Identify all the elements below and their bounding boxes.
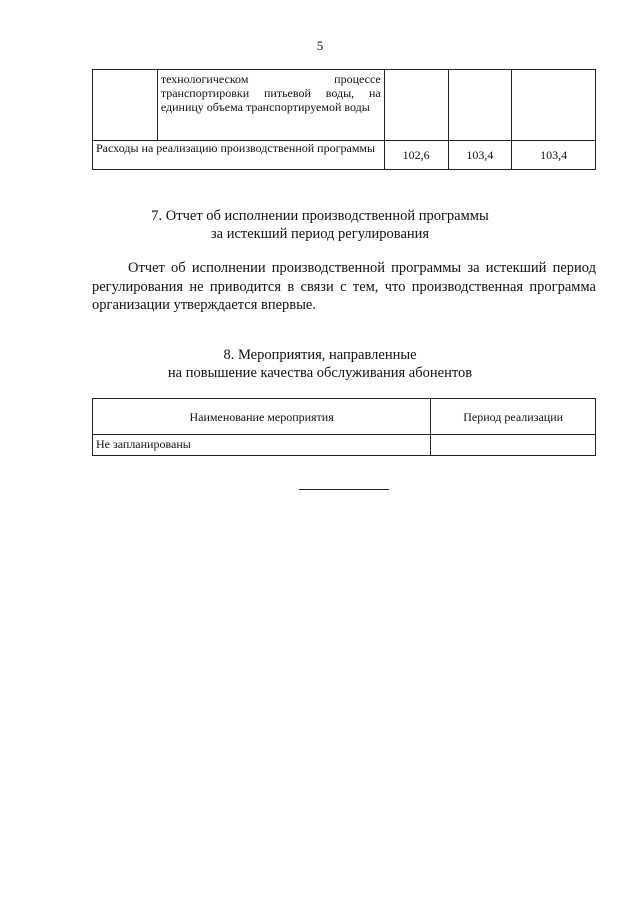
table-row [93, 435, 596, 456]
table-cell [512, 70, 596, 141]
section-8-title-line2: на повышение качества обслуживания абонентов [167, 365, 473, 381]
value-cell: 102,6 [384, 141, 448, 170]
column-header-period: Период реализации [431, 399, 596, 435]
measure-cell: Не запланированы [93, 435, 431, 456]
table-cell [448, 70, 512, 141]
value-cell: 103,4 [512, 141, 596, 170]
section-8-heading [0, 346, 640, 382]
section-7-title-line2: за истекший период регулирования [210, 226, 430, 242]
end-of-document-rule [299, 489, 389, 490]
table-row [93, 70, 596, 141]
table-cell [93, 70, 158, 141]
section-7-paragraph: Отчет об исполнении производственной программы за истекший период регулирования не приводится в связи с тем, что производственная программа организации утверждается впервые. [92, 260, 596, 313]
section-7-heading [0, 207, 640, 243]
indicators-table [92, 69, 596, 170]
measures-table [92, 398, 596, 456]
section-7-title-line1: 7. Отчет об исполнении производственной программы [151, 208, 489, 224]
column-header-measure: Наименование мероприятия [93, 399, 431, 435]
period-cell [431, 435, 596, 456]
table-header-row [93, 399, 596, 435]
expenses-label: Расходы на реализацию производственной программы [93, 141, 385, 170]
table-row [93, 141, 596, 170]
table-cell [384, 70, 448, 141]
value-cell: 103,4 [448, 141, 512, 170]
section-8-title-line1: 8. Мероприятия, направленные [223, 347, 417, 363]
page-number: 5 [316, 38, 324, 53]
indicator-description: технологическом процессе транспортировки питьевой воды, на единицу объема транспортируемой воды [157, 70, 384, 141]
